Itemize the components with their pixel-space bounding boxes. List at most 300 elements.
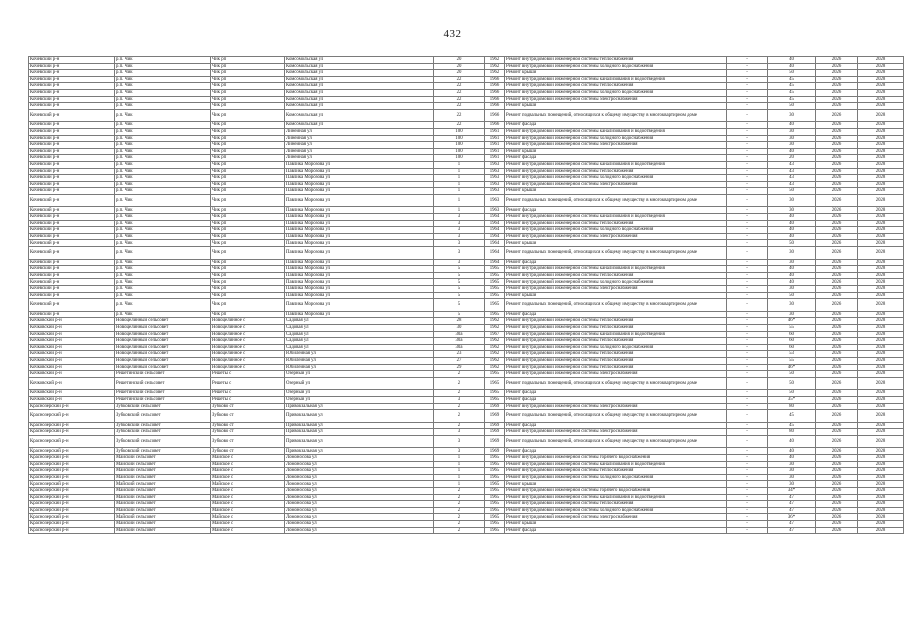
end-year-cell: 2028 — [858, 240, 904, 247]
street-cell: Комсомольская ул — [285, 109, 434, 122]
start-year-cell: 2026 — [816, 220, 858, 227]
table-row — [29, 207, 904, 214]
start-year-cell: 2026 — [816, 468, 858, 475]
build-year-cell: 1962 — [485, 318, 505, 325]
settlement-cell: р.п. Чик — [115, 155, 211, 162]
locality-cell: Зубково ст — [211, 429, 285, 436]
house-number-cell: 100 — [434, 148, 485, 155]
end-year-cell: 2028 — [858, 220, 904, 227]
end-year-cell: 2028 — [858, 455, 904, 462]
work-type-cell: Ремонт внутридомовой инженерной системы теплоснабжения — [505, 168, 727, 175]
work-type-cell: Ремонт крыши — [505, 292, 727, 299]
house-number-cell: 3 — [434, 247, 485, 260]
district-cell: Кочевский р-н — [29, 128, 115, 135]
build-year-cell: 1965 — [485, 461, 505, 468]
house-number-cell: 1 — [434, 175, 485, 182]
start-year-cell: 2026 — [816, 338, 858, 345]
end-year-cell: 2028 — [858, 207, 904, 214]
street-cell: Озерный ул — [285, 396, 434, 403]
empty-value-cell: - — [727, 422, 768, 429]
end-year-cell: 2028 — [858, 514, 904, 521]
locality-cell: Майское с — [211, 481, 285, 488]
work-type-cell: Ремонт внутридомовой инженерной системы теплоснабжения — [505, 57, 727, 64]
end-year-cell: 2028 — [858, 351, 904, 358]
build-year-cell: 1965 — [485, 266, 505, 273]
empty-value-cell: - — [727, 233, 768, 240]
start-year-cell: 2026 — [816, 247, 858, 260]
end-year-cell: 2028 — [858, 494, 904, 501]
table-row — [29, 481, 904, 488]
settlement-cell: р.п. Чик — [115, 194, 211, 207]
end-year-cell: 2028 — [858, 338, 904, 345]
district-cell: Кочевский р-н — [29, 70, 115, 77]
street-cell: Привокзальная ул — [285, 422, 434, 429]
district-cell: Кочковский р-н — [29, 357, 115, 364]
empty-value-cell: - — [727, 214, 768, 221]
build-year-cell: 1966 — [485, 122, 505, 129]
build-year-cell: 1963 — [485, 188, 505, 195]
locality-cell: Решеты с — [211, 390, 285, 397]
empty-value-cell: - — [727, 429, 768, 436]
street-cell: Привокзальная ул — [285, 429, 434, 436]
settlement-cell: Зубковский сельсовет — [115, 448, 211, 455]
settlement-cell: р.п. Чик — [115, 175, 211, 182]
district-cell: Кочевский р-н — [29, 214, 115, 221]
district-cell: Кочевский р-н — [29, 168, 115, 175]
end-year-cell: 2028 — [858, 324, 904, 331]
street-cell: Озерный ул — [285, 377, 434, 390]
end-year-cell: 2028 — [858, 344, 904, 351]
table-row — [29, 135, 904, 142]
empty-value-cell: - — [727, 390, 768, 397]
repair-schedule-table — [28, 56, 904, 534]
house-number-cell: 3 — [434, 448, 485, 455]
table-row — [29, 266, 904, 273]
start-year-cell: 2026 — [816, 175, 858, 182]
house-number-cell: 3 — [434, 429, 485, 436]
district-cell: Кочевский р-н — [29, 259, 115, 266]
work-type-cell: Ремонт внутридомовой инженерной системы теплоснабжения — [505, 338, 727, 345]
table-row — [29, 240, 904, 247]
table-row — [29, 318, 904, 325]
table-row — [29, 410, 904, 423]
locality-cell: Чик рп — [211, 128, 285, 135]
empty-value-cell: - — [727, 494, 768, 501]
street-cell: Павлика Морозова ул — [285, 220, 434, 227]
house-number-cell: 3 — [434, 435, 485, 448]
settlement-cell: р.п. Чик — [115, 181, 211, 188]
locality-cell: Чик рп — [211, 161, 285, 168]
street-cell: Ломоносова ул — [285, 494, 434, 501]
work-type-cell: Ремонт фасада — [505, 207, 727, 214]
table-row — [29, 155, 904, 162]
house-number-cell: 3 — [434, 227, 485, 234]
locality-cell: Чик рп — [211, 148, 285, 155]
settlement-cell: Майский сельсовет — [115, 527, 211, 534]
end-year-cell: 2028 — [858, 396, 904, 403]
empty-value-cell: - — [727, 220, 768, 227]
street-cell: Комсомольская ул — [285, 70, 434, 77]
empty-value-cell: - — [727, 468, 768, 475]
start-year-cell: 2026 — [816, 488, 858, 495]
empty-value-cell: - — [727, 109, 768, 122]
value-cell: 45 — [768, 89, 816, 96]
start-year-cell: 2026 — [816, 357, 858, 364]
house-number-cell: 5 — [434, 292, 485, 299]
build-year-cell: 1966 — [485, 109, 505, 122]
settlement-cell: р.п. Чик — [115, 266, 211, 273]
settlement-cell: р.п. Чик — [115, 103, 211, 110]
locality-cell: Чик рп — [211, 220, 285, 227]
build-year-cell: 1965 — [485, 371, 505, 378]
house-number-cell: 2 — [434, 371, 485, 378]
start-year-cell: 2026 — [816, 279, 858, 286]
table-row — [29, 168, 904, 175]
value-cell: 30 — [768, 481, 816, 488]
table-row — [29, 461, 904, 468]
settlement-cell: Новоцелинный сельсовет — [115, 364, 211, 371]
empty-value-cell: - — [727, 357, 768, 364]
start-year-cell: 2026 — [816, 377, 858, 390]
district-cell: Краснозерский р-н — [29, 435, 115, 448]
locality-cell: Чик рп — [211, 194, 285, 207]
settlement-cell: р.п. Чик — [115, 142, 211, 149]
house-number-cell: 2 — [434, 410, 485, 423]
value-cell: 40 — [768, 233, 816, 240]
locality-cell: Чик рп — [211, 63, 285, 70]
district-cell: Краснозерский р-н — [29, 501, 115, 508]
empty-value-cell: - — [727, 161, 768, 168]
district-cell: Кочевский р-н — [29, 207, 115, 214]
locality-cell: Майское с — [211, 521, 285, 528]
street-cell: Ломоносова ул — [285, 481, 434, 488]
work-type-cell: Ремонт внутридомовой инженерной системы электроснабжения — [505, 96, 727, 103]
house-number-cell: 100 — [434, 142, 485, 149]
start-year-cell: 2026 — [816, 448, 858, 455]
start-year-cell: 2026 — [816, 390, 858, 397]
start-year-cell: 2026 — [816, 364, 858, 371]
house-number-cell: 1 — [434, 168, 485, 175]
start-year-cell: 2026 — [816, 240, 858, 247]
district-cell: Кочевский р-н — [29, 57, 115, 64]
build-year-cell: 1962 — [485, 57, 505, 64]
start-year-cell: 2026 — [816, 103, 858, 110]
value-cell: 40 — [768, 220, 816, 227]
settlement-cell: Новоцелинный сельсовет — [115, 344, 211, 351]
value-cell: 30 — [768, 461, 816, 468]
value-cell: 46* — [768, 318, 816, 325]
district-cell: Кочевский р-н — [29, 161, 115, 168]
empty-value-cell: - — [727, 371, 768, 378]
locality-cell: Новоцелинное с — [211, 364, 285, 371]
empty-value-cell: - — [727, 324, 768, 331]
settlement-cell: р.п. Чик — [115, 259, 211, 266]
build-year-cell: 1962 — [485, 70, 505, 77]
empty-value-cell: - — [727, 410, 768, 423]
settlement-cell: р.п. Чик — [115, 272, 211, 279]
value-cell: 30 — [768, 468, 816, 475]
end-year-cell: 2028 — [858, 521, 904, 528]
table-row — [29, 83, 904, 90]
work-type-cell: Ремонт фасада — [505, 396, 727, 403]
value-cell: 45 — [768, 422, 816, 429]
settlement-cell: р.п. Чик — [115, 109, 211, 122]
empty-value-cell: - — [727, 286, 768, 293]
work-type-cell: Ремонт подвальных помещений, относящихся к общему имуществу в многоквартирном доме — [505, 247, 727, 260]
empty-value-cell: - — [727, 70, 768, 77]
district-cell: Краснозерский р-н — [29, 488, 115, 495]
table-row — [29, 142, 904, 149]
build-year-cell: 1969 — [485, 422, 505, 429]
build-year-cell: 1965 — [485, 286, 505, 293]
settlement-cell: Решетинский сельсовет — [115, 396, 211, 403]
house-number-cell: 3 — [434, 220, 485, 227]
house-number-cell: 22 — [434, 76, 485, 83]
locality-cell: Чик рп — [211, 103, 285, 110]
build-year-cell: 1963 — [485, 168, 505, 175]
district-cell: Краснозерский р-н — [29, 468, 115, 475]
end-year-cell: 2028 — [858, 299, 904, 312]
locality-cell: Чик рп — [211, 57, 285, 64]
end-year-cell: 2028 — [858, 76, 904, 83]
table-row — [29, 468, 904, 475]
end-year-cell: 2028 — [858, 128, 904, 135]
end-year-cell: 2028 — [858, 435, 904, 448]
value-cell: 30 — [768, 109, 816, 122]
value-cell: 50 — [768, 70, 816, 77]
work-type-cell: Ремонт крыши — [505, 103, 727, 110]
build-year-cell: 1969 — [485, 429, 505, 436]
district-cell: Кочевский р-н — [29, 155, 115, 162]
house-number-cell: 1 — [434, 207, 485, 214]
empty-value-cell: - — [727, 461, 768, 468]
value-cell: 47 — [768, 527, 816, 534]
district-cell: Кочевский р-н — [29, 286, 115, 293]
work-type-cell: Ремонт крыши — [505, 240, 727, 247]
value-cell: 80 — [768, 429, 816, 436]
settlement-cell: р.п. Чик — [115, 292, 211, 299]
value-cell: 47 — [768, 521, 816, 528]
empty-value-cell: - — [727, 128, 768, 135]
value-cell: 40 — [768, 272, 816, 279]
house-number-cell: 30а — [434, 344, 485, 351]
empty-value-cell: - — [727, 435, 768, 448]
build-year-cell: 1963 — [485, 207, 505, 214]
street-cell: Павлика Морозова ул — [285, 279, 434, 286]
build-year-cell: 1965 — [485, 501, 505, 508]
locality-cell: Чик рп — [211, 259, 285, 266]
locality-cell: Чик рп — [211, 122, 285, 129]
end-year-cell: 2028 — [858, 70, 904, 77]
work-type-cell: Ремонт внутридомовой инженерной системы теплоснабжения — [505, 318, 727, 325]
end-year-cell: 2028 — [858, 286, 904, 293]
street-cell: Ломоносова ул — [285, 488, 434, 495]
start-year-cell: 2026 — [816, 266, 858, 273]
settlement-cell: р.п. Чик — [115, 299, 211, 312]
empty-value-cell: - — [727, 474, 768, 481]
locality-cell: Зубково ст — [211, 403, 285, 410]
empty-value-cell: - — [727, 188, 768, 195]
empty-value-cell: - — [727, 338, 768, 345]
district-cell: Краснозерский р-н — [29, 429, 115, 436]
empty-value-cell: - — [727, 521, 768, 528]
work-type-cell: Ремонт фасада — [505, 527, 727, 534]
house-number-cell: 22 — [434, 83, 485, 90]
build-year-cell: 1962 — [485, 324, 505, 331]
street-cell: Садовая ул — [285, 318, 434, 325]
value-cell: 50 — [768, 103, 816, 110]
end-year-cell: 2028 — [858, 266, 904, 273]
table-row — [29, 175, 904, 182]
district-cell: Кочевский р-н — [29, 188, 115, 195]
locality-cell: Майское с — [211, 507, 285, 514]
value-cell: 40 — [768, 435, 816, 448]
value-cell: 40 — [768, 63, 816, 70]
street-cell: Садовая ул — [285, 324, 434, 331]
build-year-cell: 1964 — [485, 247, 505, 260]
table-row — [29, 527, 904, 534]
start-year-cell: 2026 — [816, 76, 858, 83]
end-year-cell: 2028 — [858, 357, 904, 364]
house-number-cell: 1 — [434, 181, 485, 188]
value-cell: 60 — [768, 338, 816, 345]
start-year-cell: 2026 — [816, 435, 858, 448]
build-year-cell: 1966 — [485, 103, 505, 110]
value-cell: 50 — [768, 390, 816, 397]
value-cell: 55 — [768, 357, 816, 364]
settlement-cell: р.п. Чик — [115, 168, 211, 175]
work-type-cell: Ремонт внутридомовой инженерной системы электроснабжения — [505, 371, 727, 378]
table-row — [29, 227, 904, 234]
end-year-cell: 2028 — [858, 364, 904, 371]
street-cell: Ломоносова ул — [285, 507, 434, 514]
end-year-cell: 2028 — [858, 63, 904, 70]
street-cell: Ломоносова ул — [285, 461, 434, 468]
table-row — [29, 76, 904, 83]
empty-value-cell: - — [727, 377, 768, 390]
street-cell: Привокзальная ул — [285, 403, 434, 410]
end-year-cell: 2028 — [858, 214, 904, 221]
work-type-cell: Ремонт внутридомовой инженерной системы канализования и водоотведения — [505, 76, 727, 83]
district-cell: Кочевский р-н — [29, 227, 115, 234]
end-year-cell: 2028 — [858, 272, 904, 279]
work-type-cell: Ремонт внутридомовой инженерной системы электроснабжения — [505, 181, 727, 188]
start-year-cell: 2026 — [816, 128, 858, 135]
start-year-cell: 2026 — [816, 259, 858, 266]
table-row — [29, 286, 904, 293]
street-cell: Ломоносова ул — [285, 455, 434, 462]
house-number-cell: 22 — [434, 109, 485, 122]
start-year-cell: 2026 — [816, 272, 858, 279]
street-cell: Привокзальная ул — [285, 435, 434, 448]
work-type-cell: Ремонт внутридомовой инженерной системы теплоснабжения — [505, 468, 727, 475]
house-number-cell: 1 — [434, 188, 485, 195]
end-year-cell: 2028 — [858, 410, 904, 423]
house-number-cell: 2 — [434, 514, 485, 521]
start-year-cell: 2026 — [816, 403, 858, 410]
street-cell: Юбилейная ул — [285, 357, 434, 364]
end-year-cell: 2028 — [858, 331, 904, 338]
house-number-cell: 2 — [434, 377, 485, 390]
build-year-cell: 1965 — [485, 474, 505, 481]
end-year-cell: 2028 — [858, 292, 904, 299]
street-cell: Ломоносова ул — [285, 514, 434, 521]
end-year-cell: 2028 — [858, 122, 904, 129]
district-cell: Кочковский р-н — [29, 364, 115, 371]
build-year-cell: 1966 — [485, 96, 505, 103]
build-year-cell: 1965 — [485, 507, 505, 514]
value-cell: 53 — [768, 351, 816, 358]
work-type-cell: Ремонт внутридомовой инженерной системы холодного водоснабжения — [505, 89, 727, 96]
table-row — [29, 435, 904, 448]
settlement-cell: Майский сельсовет — [115, 507, 211, 514]
empty-value-cell: - — [727, 318, 768, 325]
start-year-cell: 2026 — [816, 286, 858, 293]
street-cell: Павлика Морозова ул — [285, 207, 434, 214]
value-cell: 45 — [768, 410, 816, 423]
street-cell: Садовая ул — [285, 344, 434, 351]
work-type-cell: Ремонт внутридомовой инженерной системы канализования и водоотведения — [505, 461, 727, 468]
locality-cell: Новоцелинное с — [211, 331, 285, 338]
empty-value-cell: - — [727, 527, 768, 534]
house-number-cell: 1 — [434, 161, 485, 168]
value-cell: 40 — [768, 214, 816, 221]
table-row — [29, 521, 904, 528]
locality-cell: Майское с — [211, 461, 285, 468]
settlement-cell: р.п. Чик — [115, 227, 211, 234]
house-number-cell: 5 — [434, 266, 485, 273]
house-number-cell: 5 — [434, 279, 485, 286]
build-year-cell: 1963 — [485, 181, 505, 188]
empty-value-cell: - — [727, 514, 768, 521]
table-row — [29, 448, 904, 455]
locality-cell: Чик рп — [211, 311, 285, 318]
work-type-cell: Ремонт фасада — [505, 422, 727, 429]
settlement-cell: Новоцелинный сельсовет — [115, 357, 211, 364]
locality-cell: Чик рп — [211, 109, 285, 122]
end-year-cell: 2028 — [858, 194, 904, 207]
start-year-cell: 2026 — [816, 299, 858, 312]
table-row — [29, 501, 904, 508]
table-row — [29, 396, 904, 403]
start-year-cell: 2026 — [816, 207, 858, 214]
locality-cell: Чик рп — [211, 76, 285, 83]
settlement-cell: р.п. Чик — [115, 233, 211, 240]
empty-value-cell: - — [727, 266, 768, 273]
build-year-cell: 1965 — [485, 279, 505, 286]
district-cell: Краснозерский р-н — [29, 461, 115, 468]
start-year-cell: 2026 — [816, 311, 858, 318]
street-cell: Павлика Морозова ул — [285, 259, 434, 266]
work-type-cell: Ремонт внутридомовой инженерной системы канализования и водоотведения — [505, 266, 727, 273]
district-cell: Краснозерский р-н — [29, 514, 115, 521]
start-year-cell: 2026 — [816, 155, 858, 162]
settlement-cell: Майский сельсовет — [115, 501, 211, 508]
work-type-cell: Ремонт внутридомовой инженерной системы канализования и водоотведения — [505, 331, 727, 338]
table-row — [29, 488, 904, 495]
build-year-cell: 1965 — [485, 311, 505, 318]
build-year-cell: 1966 — [485, 89, 505, 96]
start-year-cell: 2026 — [816, 83, 858, 90]
table-row — [29, 89, 904, 96]
empty-value-cell: - — [727, 83, 768, 90]
table-row — [29, 194, 904, 207]
value-cell: 40 — [768, 266, 816, 273]
locality-cell: Новоцелинное с — [211, 324, 285, 331]
work-type-cell: Ремонт внутридомовой инженерной системы холодного водоснабжения — [505, 279, 727, 286]
build-year-cell: 1965 — [485, 292, 505, 299]
settlement-cell: Майский сельсовет — [115, 488, 211, 495]
